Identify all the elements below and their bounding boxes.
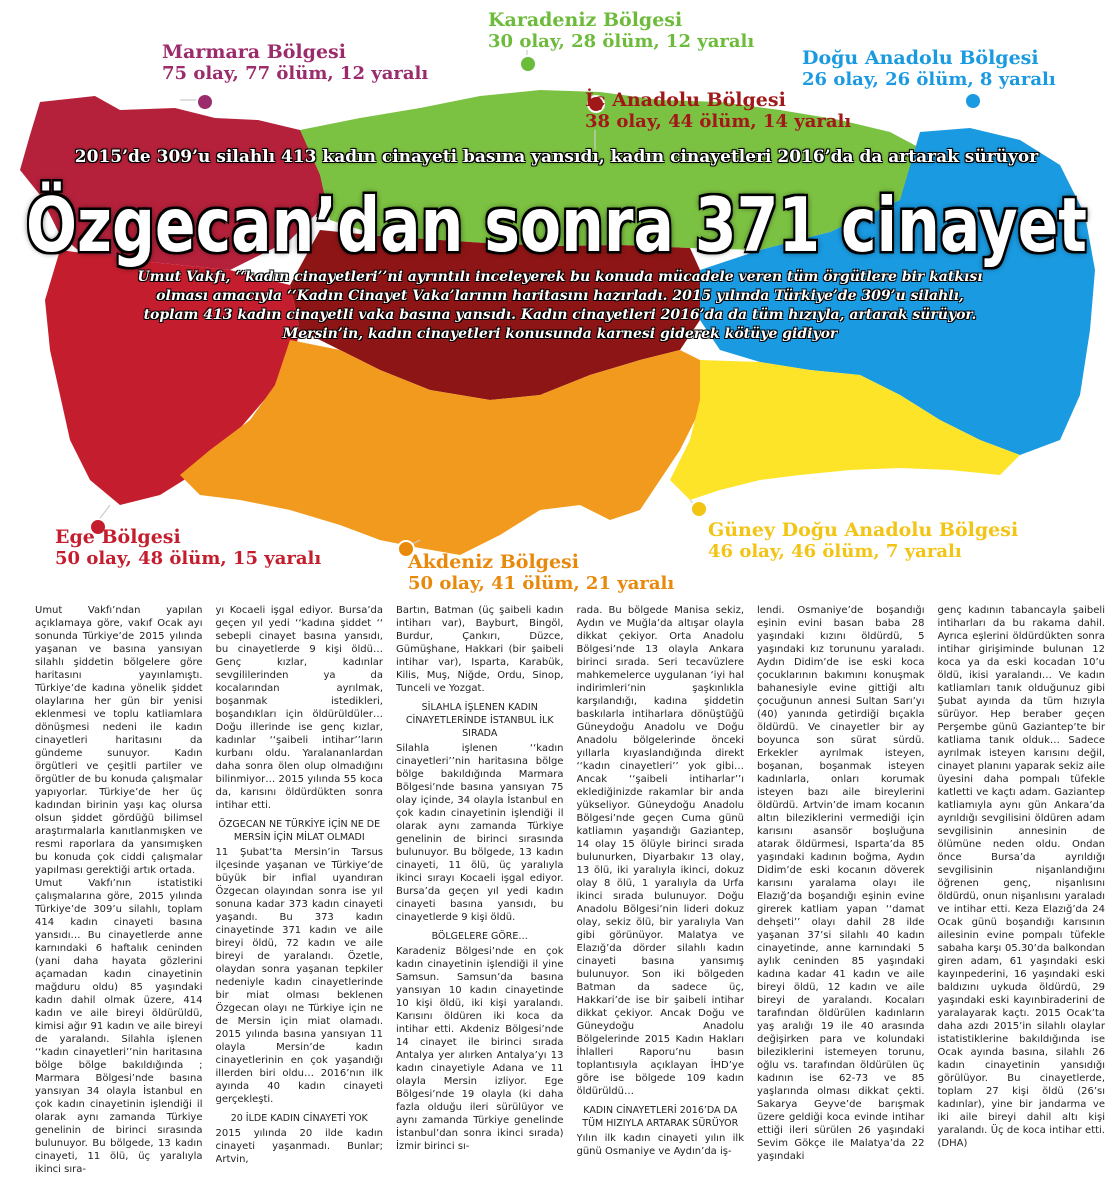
- region-name: Marmara Bölgesi: [162, 41, 346, 63]
- section-heading: BÖLGELERE GÖRE…: [431, 931, 528, 942]
- marker-dot-dogu: [964, 92, 982, 110]
- region-stats: 50 olay, 41 ölüm, 21 yaralı: [408, 572, 675, 594]
- paragraph: Karadeniz Bölgesi’nde en çok kadın cinayetinin işlendiği il yine Samsun. Samsun’da basına yansıyan 10 kadın cinayetinde 10 kişi öldü, iki kişi yaralandı. Karısını öldüren iki koca da intihar etti. Akdeniz Bölgesi’nde 14 cinayet ile birinci sırada Antalya yer alırken Antalya’yı 13 kadın cinayetiyle Adana ve 11 olayla Mersin izliyor. Ege Bölgesi’nde 19 olayla (ki daha fazla olduğu ileri sürülüyor ve aynı zamanda Türkiye genelinde İstanbul’dan sonra ikinci sırada) İzmir birinci sı-: [396, 946, 564, 1152]
- article-column: [938, 604, 1106, 1198]
- region-label-akdeniz: [408, 552, 674, 595]
- region-stats: 75 olay, 77 ölüm, 12 yaralı: [162, 62, 429, 84]
- paragraph: genç kadının tabancayla şaibeli intiharları da bu rakama dahil. Ayrıca eşlerini öldürdükten sonra intihar girişiminde bulunan 12 koca ya da eski kocadan 10’u öldü, ikisi yaralandı… Ve kadın katliamları tanık olduğunuz gibi Şubat ayında da tüm hızıyla sürüyor. Hep beraber geçen Perşembe günü Gaziantep’te bir katliama tanık olduk… Sadece ayrılmak isteyen karısını değil, cinayet planını yaparak sekiz aile üyesini daha pompalı tüfekle katletti ve kaçtı adam. Gaziantep katliamıyla aynı gün Ankara’da ayrıldığı sevgilisini öldüren adam sevgilisinin annesinin de ölümüne neden oldu. Ondan önce Bursa’da ayrıldığı sevgilisinin nişanlandığını öğrenen genç, nişanlısını öldürdü, onun nişanlısını yaraladı ve intihar etti. Keza Elazığ’da 24 Ocak günü boşandığı karısının ailesinin evine pompalı tüfekle sabaha karşı 05.30’da balkondan giren adam, 61 yaşındaki eski kayınpederini, 16 yaşındaki eski baldızını uykuda öldürdü, 29 yaşındaki eski kayınbiraderini de yaralayarak kaçtı. 2015 Ocak’ta daha azdı 2015’in silahlı olaylar istatistiklerine bakıldığında ise Ocak ayında basına, silahlı 26 kadın cinayetinin yansıdığı görülüyor. Bu cinayetlerde, toplam 27 kişi öldü (26’sı kadınlar), yine bir jandarma ve iki aile bireyi dahil altı kişi yaralandı. Üç de koca intihar etti. (DHA): [937, 605, 1105, 1149]
- section-heading: KADIN CİNAYETLERİ 2016’DA DA TÜM HIZIYLA ARTARAK SÜRÜYOR: [582, 1105, 739, 1129]
- paragraph: Umut Vakfı’ndan yapılan açıklamaya göre, vakıf Ocak ayı sonunda Türkiye’de 2015 yılında yaşanan ve basına yansıyan silahlı şiddetin bölgelere göre haritasını yayınlamıştı. Türkiye’de kadına yönelik şiddet olaylarına her gün bir yenisi eklenmesi ve toplu katliamlara dönüşmesi nedeni ile kadın cinayetleri haritasını da gündeme sunuyor. Kadın örgütleri ve çeşitli partiler ve örgütler de bu konuda çalışmalar yapıyorlar. Türkiye’de her üç kadından birinin yaşı kaç olursa olsun şiddet gördüğü bilimsel araştırmalarla kanıtlanmışken ve resmi raporlara da yansımışken bu konuda çok ciddi çalışmalar yapılması gerektiği artık ortada.: [35, 605, 203, 876]
- article-column: [35, 604, 203, 1198]
- region-stats: 38 olay, 44 ölüm, 14 yaralı: [585, 110, 852, 132]
- region-label-marmara: [162, 42, 428, 85]
- section-heading: SİLAHLA İŞLENEN KADIN CİNAYETLERİNDE İSTANBUL İLK SIRADA: [405, 702, 554, 739]
- article-body: [35, 604, 1105, 1198]
- article-column: [216, 604, 384, 1198]
- region-label-guneydogu: [708, 520, 1018, 563]
- region-name: Doğu Anadolu Bölgesi: [802, 47, 1039, 69]
- paragraph: yı Kocaeli işgal ediyor. Bursa’da geçen yıl yedi ‘‘kadına şiddet ‘‘ sebepli cinayet basına yansıdı, bu cinayetlerde 9 kişi öldü… Genç kızlar, kadınlar sevgililerinden ya da kocalarından ayrılmak, boşanmak istedikleri, boşandıkları için öldürüldüler… Doğu illerinde ise genç kızlar, kadınlar ‘‘şaibeli intihar’’ların kurbanı oldu. Yaralananlardan daha sonra ölen olup olmadığını bilinmiyor… 2015 yılında 55 koca da, karısını öldürdükten sonra intihar etti.: [215, 605, 383, 811]
- region-name: Akdeniz Bölgesi: [408, 551, 579, 573]
- paragraph: Umut Vakfı’nın istatistiki çalışmalarına göre, 2015 yılında Türkiye’de 309’u silahlı, toplam 414 kadın cinayeti basına yansıdı… Bu cinayetlerde anne karnındaki 6 haftalık ceninden (yani daha hayata gözlerini açamadan kadın cinayetinin mağduru oldu) 85 yaşındaki kadın dahil olmak üzere, 414 kadın ve aile bireyi öldürüldü, kimisi ağır 91 kadın ve aile bireyi de yaralandı. Silahla işlenen ‘‘kadın cinayetleri’’nin haritasına bölge bölge bakıldığında ; Marmara Bölgesi’nde basına yansıyan 34 olayla İstanbul en çok kadın cinayetinin işlendiği il olarak aynı zamanda Türkiye genelinin de birinci sırasında bulunuyor. Bu bölgede, 13 kadın cinayeti, 11 ölü, üç yaralıyla ikinci sıra-: [35, 878, 203, 1175]
- article-column: [577, 604, 745, 1198]
- region-label-dogu: [802, 48, 1056, 91]
- paragraph: lendi. Osmaniye’de boşandığı eşinin evini basan baba 28 yaşındaki kızını öldürdü, 5 yaşındaki kız torununu yaraladı. Aydın Didim’de ise eski koca çocuklarının bakımını konuşmak bahanesiyle evine gittiği altı çocuğunun annesi Sultan Sarı’yı (40) yanında getirdiği bıçakla öldürdü. Ve cinayetler bir ay boyunca son sürat sürdü. Erkekler ayrılmak isteyen, boşanan, boşanmak isteyen kadınlarla, onları korumak isteyen bazı aile bireylerini öldürdü. Artvin’de imam kocanın altın bileziklerini vermediği için karısını asansör boşluğuna atarak öldürmesi, Isparta’da 85 yaşındaki kadının boğma, Aydın Didim’de eski kocanın döverek karısını yaralama olayı ile Elazığ’da boşandığı eşinin evine girerek katliam yapan ‘‘damat dehşeti’’ olayı dahil 28 ilde yaşanan 37’si silahlı 40 kadın cinayetinde, anne karnındaki 5 aylık ceninden 85 yaşındaki kadına kadar 41 kadın ve aile bireyi öldü, 12 kadın ve aile bireyi de yaralandı. Kocaları tarafından öldürülen kadınların yaş aralığı 19 ile 40 arasında değişirken para ve kolundaki bileziklerini istemeyen torunu, oğlu vs. tarafından öldürülen üç kadının ise 62-73 ve 85 yaşlarında olması dikkat çekti. Sakarya Geyve’de barışmak üzere geldiği koca evinde intihar ettiği ileri sürülen 26 yaşındaki Sevim Gökçe ile Malatya’da 22 yaşındaki: [757, 605, 925, 1162]
- region-name: İç Anadolu Bölgesi: [585, 89, 786, 111]
- region-stats: 30 olay, 28 ölüm, 12 yaralı: [488, 30, 755, 52]
- article-column: [396, 604, 564, 1198]
- paragraph: rada. Bu bölgede Manisa sekiz, Aydın ve Muğla’da altışar olayla dikkat çekiyor. Orta Anadolu Bölgesi’nde 13 olayla Ankara birinci sırada. Seri tecavüzlere mahkemelerce uygulanan ‘iyi hal indirimleri’nin şaşkınlıkla karşılandığı, kadına şiddetin baskılarla intiharlara dönüştüğü Güneydoğu Anadolu ve Doğu Anadolu bölgelerinde önceki yıllarla kıyaslandığında direkt ‘‘kadın cinayetleri’’ yok gibi… Ancak ‘‘şaibeli intiharlar’’ı eklediğinizde rakamlar bir anda yükseliyor. Güneydoğu Anadolu Bölgesi’nde geçen Cuma günü katliamın yaşandığı Gaziantep, 14 olay 15 ölüyle birinci sırada bulunurken, Diyarbakır 13 olay, 13 ölü, iki yaralıyla ikinci, dokuz olay 8 ölü, 1 yaralıyla da Urfa ikinci sırada bulunuyor. Doğu Anadolu Bölgesi’nin lideri dokuz olay, sekiz ölü, bir yaralıyla Van gibi görünüyor. Malatya ve Elazığ’da dörder silahlı kadın cinayeti basına yansımış bulunuyor. Son iki bölgeden Batman da sadece üç, Hakkari’de ise bir şaibeli intihar dikkat çekiyor. Ancak Doğu ve Güneydoğu Anadolu Bölgelerinde 2015 Kadın Hakları İhlalleri Raporu’nu basın toplantısıyla açıklayan İHD’ye göre ise bölgede 109 kadın öldürüldü…: [576, 605, 744, 1097]
- region-name: Güney Doğu Anadolu Bölgesi: [708, 519, 1019, 541]
- article-column: [757, 604, 925, 1198]
- region-name: Ege Bölgesi: [55, 526, 181, 548]
- region-stats: 26 olay, 26 ölüm, 8 yaralı: [802, 68, 1056, 90]
- region-label-ic-anadolu: [585, 90, 851, 133]
- paragraph: Bartın, Batman (üç şaibeli kadın intiharı var), Bayburt, Bingöl, Burdur, Çankırı, Düzce, Gümüşhane, Hakkari (bir şaibeli intihar var), Isparta, Karabük, Kilis, Muş, Niğde, Ordu, Sinop, Tunceli ve Yozgat.: [396, 605, 564, 694]
- headline: Özgecan’dan sonra 371 cinayet: [26, 182, 1087, 270]
- section-heading: ÖZGECAN NE TÜRKİYE İÇİN NE DE MERSİN İÇİN MİLAT OLMADI: [218, 819, 381, 843]
- lead-paragraph: Umut Vakfı, ‘‘kadın cinayetleri’’ni ayrıntılı inceleyerek bu konuda mücadele veren tüm örgütlere bir katkısı olması amacıyla ‘‘Kadın Cinayet Vaka’larının haritasını hazırladı. 2015 yılında Türkiye’de 309’u silahlı, toplam 413 kadın cinayetli vaka basına yansıdı. Kadın cinayetleri 2016’da da tüm hızıyla, artarak sürüyor. Mersin’in, kadın cinayetleri konusunda karnesi giderek kötüye gidiyor: [137, 269, 983, 342]
- region-label-ege: [55, 527, 321, 570]
- region-label-karadeniz: [488, 10, 754, 53]
- marker-dot-guneydogu: [690, 500, 708, 518]
- region-stats: 50 olay, 48 ölüm, 15 yaralı: [55, 547, 322, 569]
- marker-dot-marmara: [196, 93, 214, 111]
- subheadline: 2015’de 309’u silahlı 413 kadın cinayeti basına yansıdı, kadın cinayetleri 2016’da da artarak sürüyor: [74, 147, 1039, 167]
- region-stats: 46 olay, 46 ölüm, 7 yaralı: [708, 540, 962, 562]
- section-heading: 20 İLDE KADIN CİNAYETİ YOK: [230, 1113, 368, 1124]
- paragraph: Yılın ilk kadın cinayeti yılın ilk günü Osmaniye ve Aydın’da iş-: [576, 1133, 744, 1157]
- paragraph: Silahla işlenen ‘‘kadın cinayetleri’’nin haritasına bölge bölge bakıldığında Marmara Bölgesi’nde basına yansıyan 75 olay içinde, 34 olayla İstanbul en çok kadın cinayetinin işlendiği il olarak aynı zamanda Türkiye genelinin de birinci sırasında bulunuyor. Bu bölgede, 13 kadın cinayeti, 11 ölü, üç yaralıyla ikinci sırayı Kocaeli işgal ediyor. Bursa’da geçen yıl yedi kadın cinayeti basına yansıdı, bu cinayetlerde 9 kişi öldü.: [396, 743, 564, 923]
- paragraph: 2015 yılında 20 ilde kadın cinayeti yaşanmadı. Bunlar; Artvin,: [215, 1128, 383, 1165]
- paragraph: 11 Şubat’ta Mersin’in Tarsus ilçesinde yaşanan ve Türkiye’de büyük bir infial uyandıran Özgecan olayından sonra ise yıl sonuna kadar 373 kadın cinayeti yaşandı. Bu 373 kadın cinayetinde 371 kadın ve aile bireyi öldü, 72 kadın ve aile bireyi de yaralandı. Özetle, olaydan sonra yaşanan tepkiler nedeniyle kadın cinayetlerinde bir miat olması beklenen Özgecan olayı ne Türkiye için ne de Mersin için miat olamadı. 2015 yılında basına yansıyan 11 olayla Mersin’de kadın cinayetlerinin en çok yaşandığı illerden biri oldu… 2016’nın ilk ayında 40 kadın cinayeti gerçekleşti.: [215, 847, 383, 1105]
- marker-dot-karadeniz: [519, 55, 537, 73]
- region-name: Karadeniz Bölgesi: [488, 9, 683, 31]
